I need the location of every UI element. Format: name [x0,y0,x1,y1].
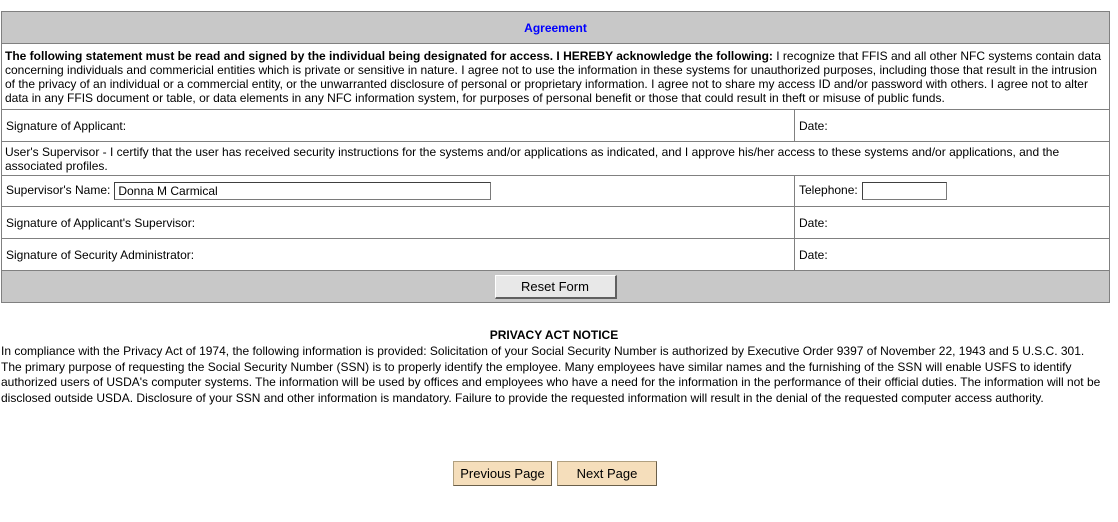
supervisor-name-label: Supervisor's Name: [6,183,111,198]
agreement-header [2,12,1110,44]
statement-text: I recognize that FFIS and all other NFC systems contain data concerning individuals and commericial entities which is private or sensitive in nature. I agree not to use the information in these systems for unauthorized purposes, including those that result in the intrusion of the privacy of an individual or a commercial entity, or the unwarranted disclosure of personal or proprietary information. I agree not to share my access ID and/or password with others. I agree not to alter data in any FFIS document or table, or data elements in any NFC information system, for purposes of personal benefit or those that could result in theft or misuse of public funds. [5,48,1102,105]
agreement-statement [2,44,1110,110]
signature-applicant-label: Signature of Applicant: [6,118,127,133]
date-security-admin-cell [795,239,1110,271]
date-applicant-cell [795,110,1110,142]
telephone-cell [795,176,1110,207]
statement-intro: The following statement must be read and signed by the individual being designated for access. I HEREBY acknowledge the following: [5,48,773,63]
signature-applicant-cell [2,110,795,142]
previous-page-button[interactable]: Previous Page [453,461,552,486]
next-page-button[interactable]: Next Page [557,461,657,486]
date-supervisor-label: Date: [799,215,828,230]
privacy-title: PRIVACY ACT NOTICE [489,328,619,342]
supervisor-certification-text: User's Supervisor - I certify that the user has received security instructions for the systems and/or applications as indicated, and I approve his/her access to these systems and/or applications, and the associated profiles. [5,144,1060,173]
agreement-footer [2,271,1110,303]
signature-supervisor-label: Signature of Applicant's Supervisor: [6,215,196,230]
date-supervisor-cell [795,207,1110,239]
reset-form-button[interactable]: Reset Form [495,275,617,299]
privacy-act-notice [1,328,1107,406]
agreement-table [1,11,1110,303]
supervisor-certification [2,142,1110,176]
supervisor-name-input[interactable] [114,182,491,200]
agreement-title: Agreement [524,20,587,35]
date-security-admin-label: Date: [799,247,828,262]
signature-security-admin-label: Signature of Security Administrator: [6,247,195,262]
supervisor-name-cell [2,176,795,207]
signature-supervisor-cell [2,207,795,239]
signature-security-admin-cell [2,239,795,271]
privacy-body: In compliance with the Privacy Act of 1974, the following information is provided: Solicitation of your Social Security Number is authorized by Executive Order 9397 of November 22, 1943 and 5 U.S.C. 301. The primary purpose of requesting the Social Security Number (SSN) is to properly identify the employee. Many employees have similar names and the furnishing of the SSN will enable USFS to identify authorized users of USDA's computer systems. The information will be used by offices and employees who have a need for the information in the performance of their official duties. The information will not be disclosed outside USDA. Disclosure of your SSN and other information is mandatory. Failure to provide the requested information will result in the denial of the requested computer access authority. [1,344,1101,405]
telephone-label: Telephone: [799,183,858,198]
date-applicant-label: Date: [799,118,828,133]
telephone-input[interactable] [862,182,947,200]
